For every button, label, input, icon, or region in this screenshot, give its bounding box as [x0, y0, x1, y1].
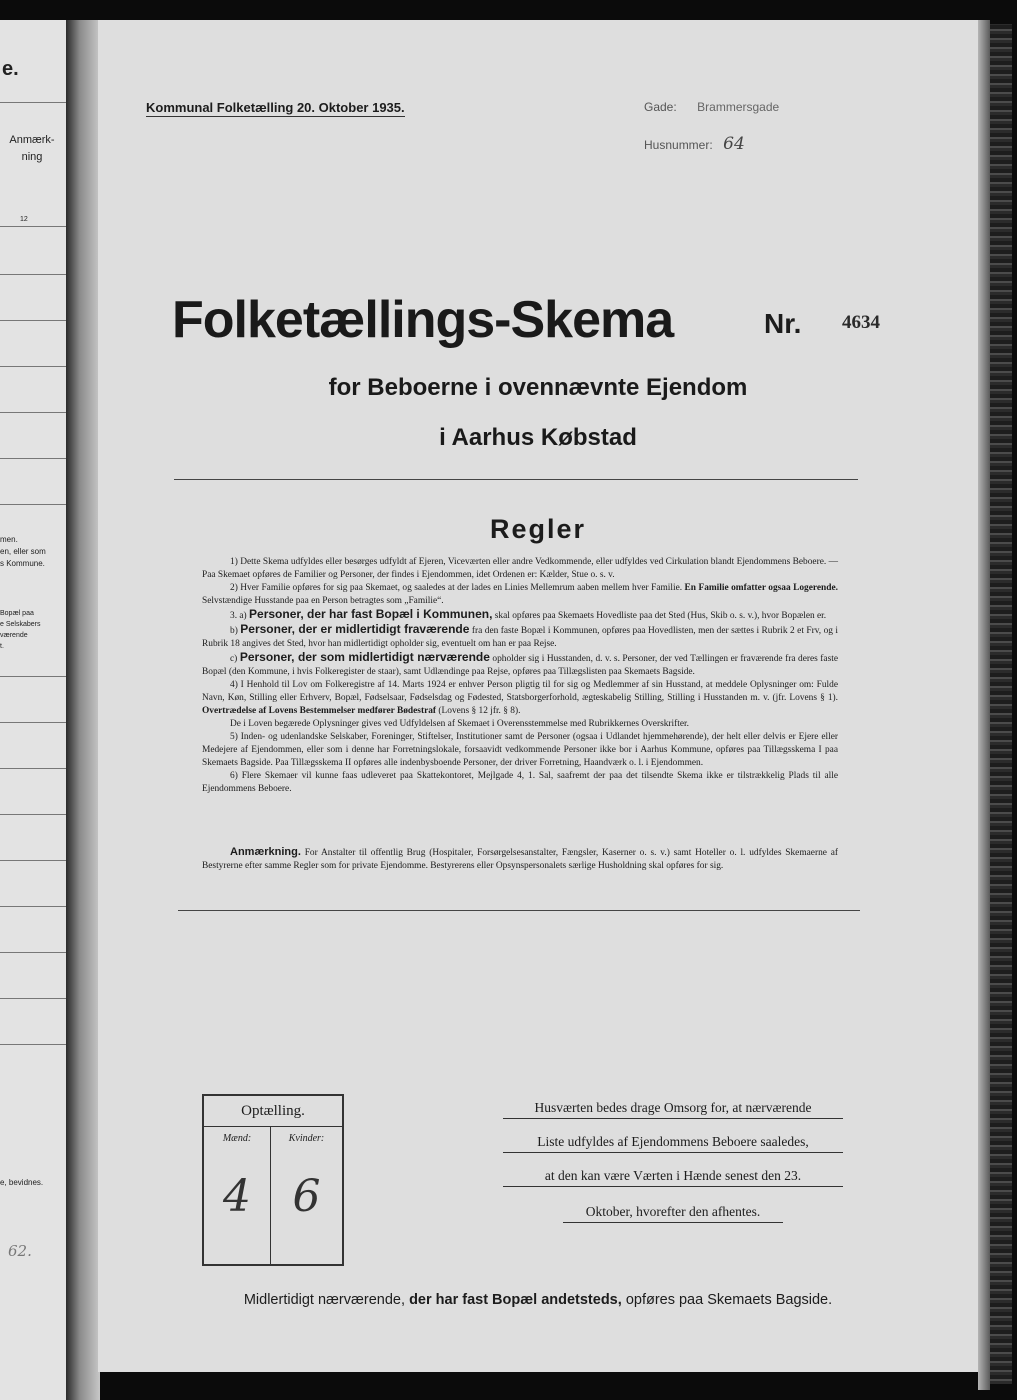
- rule-4-ref: (Lovens § 12 jfr. § 8).: [438, 706, 521, 716]
- left-handwriting: 62.: [8, 1242, 32, 1260]
- left-rule: [0, 814, 66, 815]
- men-label: Mænd:: [222, 1133, 252, 1144]
- left-column-heading: Anmærk- ning: [9, 134, 55, 163]
- rule-2: [202, 582, 838, 608]
- remark-label: Anmærkning.: [230, 846, 301, 858]
- left-rule: [0, 906, 66, 907]
- count-title: Optælling.: [204, 1096, 342, 1127]
- footer-part-2: der har fast Bopæl andetsteds,: [409, 1292, 622, 1308]
- form-subtitle-1: for Beboerne i ovennævnte Ejendom: [328, 374, 748, 401]
- form-number: 4634: [842, 312, 880, 333]
- rule-3b: [202, 623, 838, 651]
- rule-4-note: De i Loven begærede Oplysninger gives ved Udfyldelsen af Skemaet i Overensstemmelse med Rubrikkernes Overskrifter.: [230, 719, 689, 729]
- notice-line-4: Oktober, hvorefter den afhentes.: [563, 1204, 783, 1223]
- women-label: Kvinder:: [288, 1133, 325, 1144]
- notice-line-2: Liste udfyldes af Ejendommens Beboere saaledes,: [503, 1134, 843, 1153]
- rule-3a-rest: skal opføres paa Skemaets Hovedliste paa det Sted (Hus, Skib o. s. v.), hvor Bopælen er.: [494, 611, 827, 621]
- left-rule: [0, 676, 66, 677]
- house-number-value: 64: [723, 134, 745, 154]
- divider-bottom: [178, 910, 860, 911]
- left-rule: [0, 1044, 66, 1045]
- rule-4-bold: Overtrædelse af Lovens Bestemmelser medfører Bødestraf: [202, 706, 437, 716]
- left-rule: [0, 768, 66, 769]
- men-column: [204, 1127, 271, 1264]
- men-count: 4: [223, 1171, 251, 1222]
- left-page-fragment: [0, 20, 70, 1400]
- left-rule: [0, 274, 66, 275]
- notice-line-1: Husværten bedes drage Omsorg for, at nærværende: [503, 1100, 843, 1119]
- divider-top: [174, 479, 858, 480]
- left-rule: [0, 952, 66, 953]
- left-rule: [0, 102, 66, 103]
- book-gutter: [66, 20, 100, 1400]
- left-column-number: 12: [20, 216, 28, 223]
- remark-text: For Anstalter til offentlig Brug (Hospitaler, Forsørgelsesanstalter, Fængsler, Kaserner o. s. v.) samt Hoteller o. l. udfyldes Skemaerne af Bestyrerne efter samme Regler som for private Ejendomme. Bestyrerens eller Opsynspersonalets særlige Husholdning skal opføres for sig.: [202, 848, 838, 871]
- page-edge: [978, 20, 990, 1390]
- footer-note: [98, 1292, 978, 1308]
- left-rule: [0, 412, 66, 413]
- rule-4: [202, 679, 838, 718]
- street-row: [644, 98, 779, 116]
- rule-6: 6) Flere Skemaer vil kunne faas udleveret paa Skattekontoret, Mejlgade 4, 1. Sal, saafremt der paa det tilsendte Skema ikke er tilstrækkelig Plads til alle Ejendommens Beboere.: [202, 771, 838, 794]
- rules-heading: Regler: [489, 514, 587, 544]
- left-rule: [0, 366, 66, 367]
- left-rule: [0, 504, 66, 505]
- left-rule: [0, 320, 66, 321]
- left-rule: [0, 722, 66, 723]
- rule-3b-rest: fra den faste Bopæl i Kommunen, opføres paa Hovedlisten, men der sættes i Rubrik 2 et Frv, og i Rubrik 18 angives det Sted, hvor han midlertidigt opholder sig, eventuelt om han er paa Rejse.: [202, 626, 839, 649]
- rule-1: 1) Dette Skema udfyldes eller besørges udfyldt af Ejeren, Viceværten eller andre Vedkommende, eller udfyldes ved Cirkulation blandt Ejendommens Beboere. — Paa Skemaet opføres de Familier og Personer, der findes i Ejendommen, idet Ordenen er: Kælder, Stue o. s. v.: [202, 557, 838, 580]
- rule-3a-prefix: 3. a): [230, 611, 247, 621]
- notice-line-3: at den kan være Værten i Hænde senest den 23.: [503, 1168, 843, 1187]
- rule-2-text: 2) Hver Familie opføres for sig paa Skemaet, og saaledes at der lades en Linies Mellemrum aaben mellem hver Familie.: [230, 583, 683, 593]
- rule-3b-bold: Personer, der er midlertidigt fraværende: [240, 622, 470, 636]
- women-count: 6: [292, 1171, 321, 1222]
- rule-3b-prefix: b): [230, 626, 238, 636]
- footer-part-3: opføres paa Skemaets Bagside.: [625, 1292, 833, 1308]
- form-title: Folketællings-Skema: [172, 291, 674, 349]
- census-form-page: [98, 20, 978, 1372]
- rule-2-bold: En Familie omfatter ogsaa Logerende.: [684, 583, 838, 593]
- left-rule: [0, 458, 66, 459]
- street-label: Gade:: [644, 100, 677, 114]
- footer-part-1: Midlertidigt nærværende,: [243, 1292, 406, 1308]
- women-column: [271, 1127, 342, 1264]
- left-rule: [0, 860, 66, 861]
- left-rule: [0, 998, 66, 999]
- rule-3a: [202, 608, 838, 623]
- form-nr-label: Nr.: [764, 308, 802, 339]
- left-text-c: e, bevidnes.: [0, 1178, 44, 1187]
- rule-3a-bold: Personer, der har fast Bopæl i Kommunen,: [249, 607, 493, 621]
- rule-4-text: 4) I Henhold til Lov om Folkeregistre af 14. Marts 1924 er enhver Person pligtig til for sig og Medlemmer af sin Husstand, at meddele Oplysninger om: Fulde Navn, Køn, Stilling eller Erhverv, Bopæl, Fødselsaar, Fødselsdag og Fødested, Statsborgerforhold, ægteskabelig Stilling, Stilling i Husstanden m. v. (jfr. Lovens § 1).: [202, 680, 838, 703]
- street-value: Brammersgade: [697, 100, 780, 114]
- census-title: Kommunal Folketælling 20. Oktober 1935.: [146, 100, 405, 115]
- left-page-letter: e.: [2, 58, 19, 80]
- left-text-a: men. en, eller som s Kommune.: [0, 535, 46, 568]
- rule-3c: [202, 651, 838, 679]
- left-rule: [0, 226, 66, 227]
- count-box: [202, 1094, 344, 1266]
- rule-3c-bold: Personer, der som midlertidigt nærværende: [239, 650, 490, 664]
- remark-section: [202, 846, 838, 873]
- form-subtitle-2: i Aarhus Købstad: [439, 424, 637, 451]
- rule-5: 5) Inden- og udenlandske Selskaber, Foreninger, Stiftelser, Institutioner samt de Personer (ogsaa i Udlandet hjemmehørende), der helt eller delvis er Ejere eller Medejere af Ejendommen, eller som i denne har Forretningslokale, forsaavidt vedkommende Personer ikke bor i Aarhus Kommune, opføres paa Tillægsskema I paa Skemaets Bagside. Paa Tillægsskema II opføres alle indenbysboende Personer, der driver Forretning, Haandværk o. l. i Ejendommen.: [202, 732, 838, 768]
- house-row: [644, 134, 745, 154]
- house-label: Husnummer:: [644, 138, 713, 152]
- rule-2-rest: Selvstændige Husstande paa en Person betragtes som „Familie“.: [202, 596, 444, 606]
- book-binding: [990, 24, 1012, 1384]
- rule-3c-rest: opholder sig i Husstanden, d. v. s. Personer, der ved Tællingen er fraværende fra deres faste Bopæl (den Kommune, i hvis Folkeregister de staar), samt Udlændinge paa Rejse, opføres paa Tillægslisten paa Skemaets Bagside.: [202, 654, 839, 677]
- rules-text: [202, 556, 838, 796]
- rule-3c-prefix: c): [230, 654, 238, 664]
- left-text-b: Bopæl paa e Selskabers værende t.: [0, 610, 41, 650]
